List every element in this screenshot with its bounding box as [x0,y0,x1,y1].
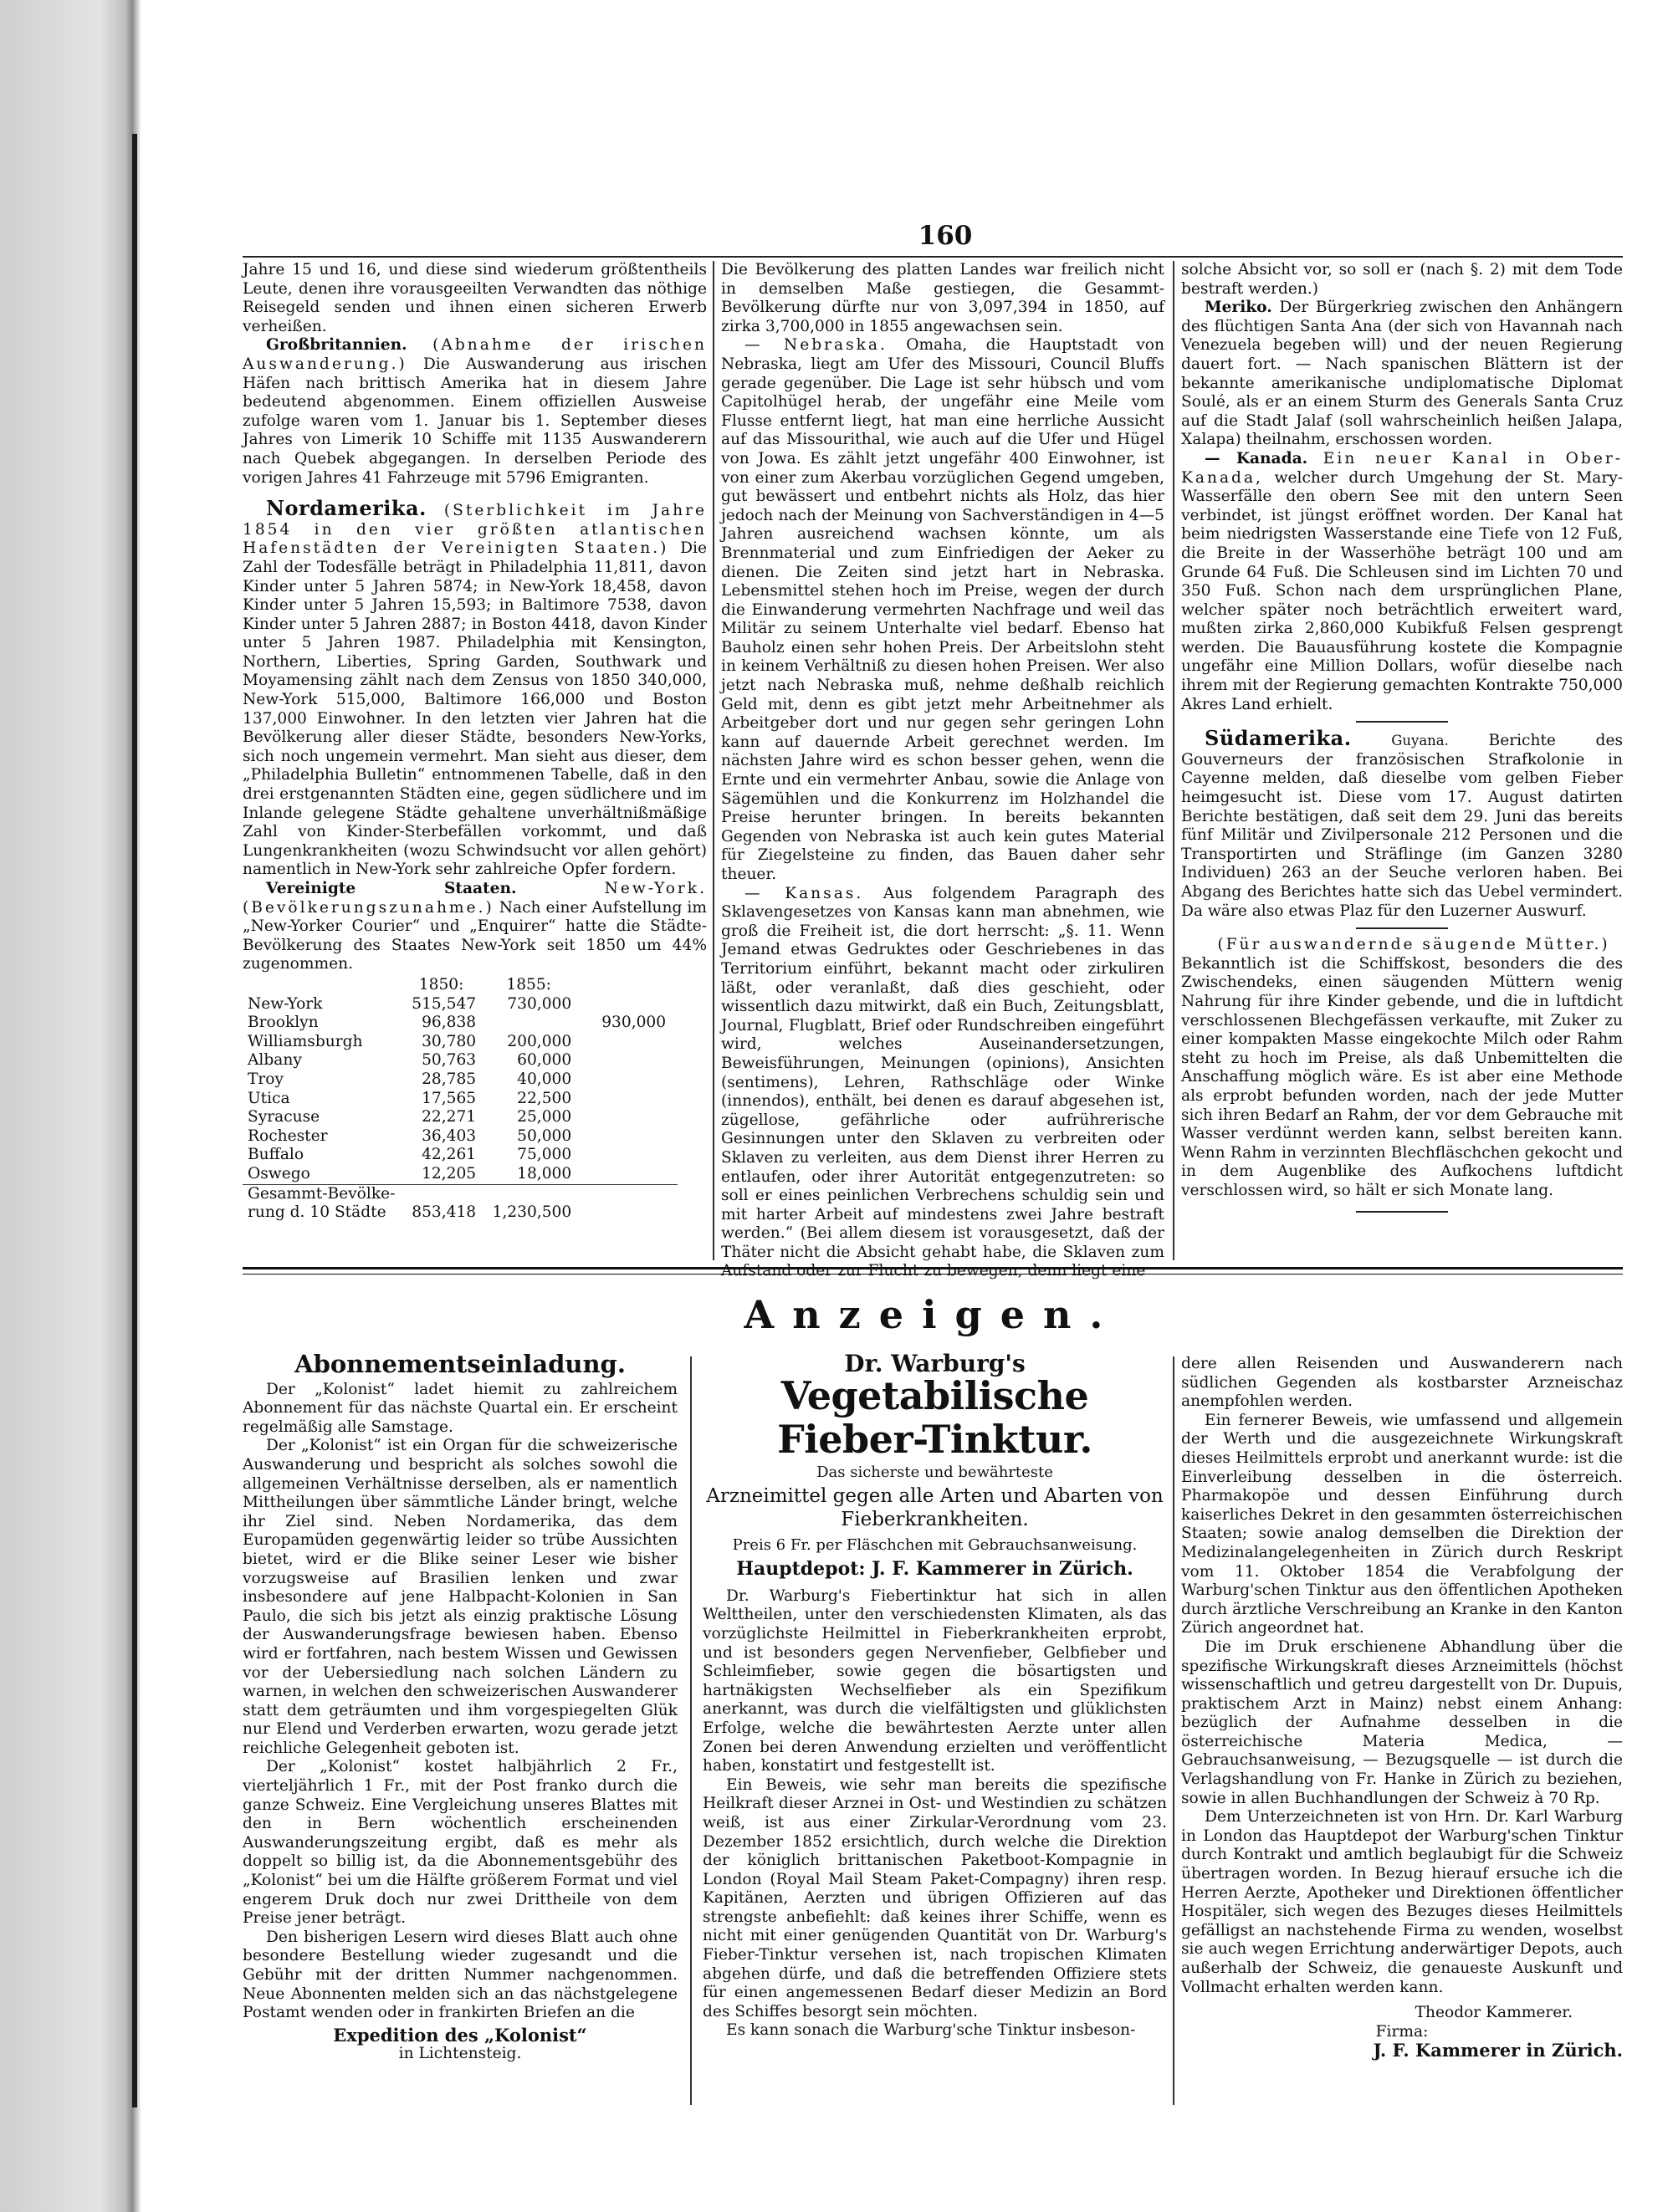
abonnement-title: Abonnementseinladung. [294,1350,626,1378]
expedition-place: in Lichtensteig. [398,2045,522,2063]
table-city: Williamsburgh [248,1032,363,1050]
table-1855: 50,000 [517,1126,572,1145]
col2-intro: Die Bevölkerung des platten Landes war freilich nicht in demselben Maße gestiegen, die Gesammt-Bevölkerung dürfte nur von 3,097,394 in 1850, auf zirka 3,700,000 in 1855 angewachsen sein. [721,261,1164,335]
warburg-sub3: Fieberkrankheiten. [841,1508,1029,1530]
section-rule [1356,721,1448,723]
signature-company: J. F. Kammerer in Zürich. [1373,2040,1623,2061]
table-row [243,1070,678,1090]
table-row [243,995,678,1014]
muetter-text: Bekanntlich ist die Schiffskost, besonders die des Zwischendeks, einen säugenden Müttern wenig Nahrung für ihre Kinder gebende, und die in luftdicht verschlossenen Blechgefässen verkaufte, mit Zuker zu einer kompakten Masse eingekochte Milch oder Rahm steht zu hoch im Preise, als daß Unbemittelten die Anschaffung möglich wäre. Es ist aber eine Methode als erprobt befunden worden, nach der jede Mutter sich ihren Bedarf an Rahm, der vor dem Gebrauche mit Wasser verdünnt werden kann, selbst bereiten kann. Wenn Rahm in verzinnten Blechfläschchen gekocht und in dem Augenblike des Aufkochens luftdicht verschlossen wird, so hält er sich Monate lang. [1181,954,1623,1199]
suedamerika-section [1181,726,1623,921]
signature-firma: Firma: [1375,2022,1429,2041]
table-city: Oswego [248,1164,310,1183]
population-table [243,976,678,1223]
abonnement-p4: Den bisherigen Lesern wird dieses Blatt auch ohne besondere Bestellung wieder zugesandt und die Gebühr mit der dritten Nummer nachgenommen. Neue Abonnenten melden sich an das nächstgelegene Postamt wenden oder in frankirten Briefen an die [243,1928,678,2022]
header-rule [243,256,1623,258]
table-total-row [243,1203,678,1223]
muetter-heading: (Für auswandernde säugende Mütter.) [1217,936,1610,954]
mexico-section [1181,299,1623,450]
section-rule [1356,927,1448,929]
abonnement-p3: Der „Kolonist“ kostet halbjährlich 2 Fr., vierteljährlich 1 Fr., mit der Post franko durch die ganze Schweiz. Eine Vergleichung unseres Blattes mit den in Bern wöchentlich erscheinenden Auswanderungszeitung ergibt, daß es mehr als doppelt so billig ist, da die Abonnementsgebühr des „Kolonist“ bei um die Hälfte größerem Format und viel engerem Druk doch nur zwei Drittheile von dem Preise jener beträgt. [243,1758,678,1928]
table-1850: 12,205 [422,1164,477,1183]
mexico-text: Der Bürgerkrieg zwischen den Anhängern des flüchtigen Santa Ana (der sich von Havannah nach Venezuela begeben will) und der neuen Regierung dauert fort. — Nach spanischen Blättern ist der bekannte amerikanische undiplomatische Diplomat Soulé, als er an einem Sturm des Generals Santa Cruz auf die Stadt Jalaf (soll wahrscheinlich heißen Jalapa, Xalapa) theilnahm, erschossen worden. [1181,299,1623,449]
table-total-1850: 853,418 [412,1203,477,1222]
warburg-cont-p0: dere allen Reisenden und Auswanderern nach südlichen Gegenden als kostbarster Arzneischaz anempfohlen werden. [1181,1355,1623,1411]
table-1855: 18,000 [517,1164,572,1183]
ad-warburg-continued [1181,1355,1623,2061]
table-1850: 50,763 [422,1051,477,1070]
kansas-text: Aus folgendem Paragraph des Sklavengesetzes von Kansas kann man abnehmen, wie groß die Freiheit ist, die dort herrscht: „§. 11. Wenn Jemand etwas Gedruktes oder Geschriebenes in das Territorium einführt, bekannt macht oder zirkuliren läßt, oder veranlaßt, daß dies geschieht, oder wissentlich dazu mitwirkt, daß ein Buch, Zeitungsblatt, Journal, Flugblatt, Brief oder Rundschreiben eingeführt wird, welches Auseinandersetzungen, Beweisführungen, Meinungen (opinions), Ansichten (sentimens), Lehren, Rathschläge oder Winke (innendos), enthält, bei denen es darauf abgesehen ist, zügellose, gefährliche oder aufrührerische Gesinnungen unter den Sklaven zu verbreiten oder Sklaven zu verleiten, aus dem Dienst ihrer Herren zu entlaufen, oder ihrer Autorität entgegenzutreten: so soll er eines peinlichen Verbrechens schuldig sein und mit harter Arbeit auf mindestens zwei Jahre bestraft werden.“ (Bei allem diesem ist vorausgesetzt, daß der Thäter nicht die Absicht gehabt habe, die Sklaven zum Aufstand oder zur Flucht zu bewegen, denn liegt eine [721,884,1164,1280]
page-number: 160 [918,221,973,251]
anzeigen-title: Anzeigen. [744,1292,1122,1337]
ad-divider-1 [690,1356,692,2105]
table-city: Syracuse [248,1108,320,1126]
warburg-p3: Es kann sonach die Warburg'sche Tinktur insbeson- [726,2021,1136,2040]
table-1850: 96,838 [422,1014,477,1032]
table-row [243,1165,678,1184]
col1-intro: Jahre 15 und 16, und diese sind wiederum größtentheils Leute, denen ihre vorausgeeilten Verwandten das nöthige Reisegeld senden und ihnen einen sicheren Erwerb verheißen. [243,261,707,335]
table-1850: 30,780 [422,1032,477,1050]
table-row [243,1108,678,1127]
newspaper-page [243,209,1623,2107]
gb-section [243,336,707,488]
gb-heading: Großbritannien. [266,336,407,355]
brace-total: 930,000 [601,1014,667,1032]
table-header-1855: 1855: [506,975,551,994]
table-1855: 25,000 [517,1108,572,1126]
kanada-heading: — Kanada. [1205,449,1308,467]
table-1850: 515,547 [412,994,477,1013]
guyana-heading: Guyana. [1391,733,1449,749]
table-1850: 36,403 [422,1126,477,1145]
nebraska-section [721,336,1164,884]
ad-abonnement [243,1350,678,2064]
table-total-1855: 1,230,500 [492,1203,572,1222]
book-gutter [0,0,141,2212]
abonnement-p1: Der „Kolonist“ ladet hiemit zu zahlreichem Abonnement für das nächste Quartal ein. Er erscheint regelmäßig alle Samstage. [243,1380,678,1436]
gutter-line [132,134,137,2107]
table-1855: 75,000 [517,1146,572,1164]
kansas-heading: — Kansas. [744,884,864,902]
na-subheading: (Sterblichkeit im Jahre 1854 in den vier größten atlantischen Hafenstädten der Vereinigten Staaten.) [243,502,707,558]
expedition-line: Expedition des „Kolonist“ [333,2024,587,2046]
table-total-label-row [243,1184,678,1203]
nebraska-text: Omaha, die Hauptstadt von Nebraska, liegt am Ufer des Missouri, Council Bluffs gerade gegenüber. Die Lage ist sehr hübsch und vom Capitolhügel herab, der ungefähr eine Meile vom Flusse entfernt liegt, hat man eine herrliche Aussicht auf das Missourithal, wie auch auf die Ufer und Hügel von Jowa. Es zählt jetzt ungefähr 400 Einwohner, ist von einer zum Akerbau vorzüglichen Gegend umgeben, gut bewässert und entbehrt nichts als Holz, das hier jedoch nach der Meinung von Sachverständigen in 4—5 Jahren ausreichend wachsen könnte, um als Brennmaterial und zum Einfriedigen der Aeker zu dienen. Die Zeiten sind jetzt hart in Nebraska. Lebensmittel stehen hoch im Preise, wegen der durch die Einwanderung vermehrten Nachfrage und weil das Militär zu seinem Unterhalte viel bedarf. Ebenso hat Bauholz einen sehr hohen Preis. Der Arbeitslohn steht in keinem Verhältniß zu diesen hohen Preisen. Wer also jetzt nach Nebraska muß, nehme deßhalb reichlich Geld mit, denn es gibt jetzt mehr Arbeitnehmer als Arbeitgeber dort und nur gegen sehr geringen Lohn kann auf dauernde Arbeit gerechnet werden. Im nächsten Jahre wird es schon besser gehen, wenn die Ernte und ein vermehrter Anbau, sowie die Anlage von Sägemühlen und die Konkurrenz im Holzhandel die Preise herunter bringen. In bereits bekannten Gegenden von Nebraska ist auch kein gutes Material für Ziegelsteine zu finden, das Bauen daher sehr theuer. [721,336,1164,883]
table-1850: 42,261 [422,1146,477,1164]
table-city: Albany [248,1051,302,1070]
column-1 [243,261,707,1223]
table-1855: 22,500 [517,1089,572,1107]
table-city: New-York [248,994,323,1013]
warburg-title: Vegetabilische Fieber-Tinktur. [777,1372,1092,1462]
nebraska-heading: — Nebraska. [744,336,888,355]
column-2 [721,261,1164,1281]
gb-text: Die Auswanderung aus irischen Häfen nach brittisch Amerika hat in diesem Jahre bedeutend abgenommen. Einem offiziellen Ausweise zufolge waren vom 1. Januar bis 1. September dieses Jahres von Limerik 10 Schiffe mit 1135 Auswanderern nach Quebek abgegangen. In derselben Periode des vorigen Jahres 41 Fahrzeuge mit 5796 Emigranten. [243,355,707,487]
table-row [243,1051,678,1070]
suedamerika-text: Berichte des Gouverneurs der französischen Strafkolonie in Cayenne melden, daß dieselbe vom gelben Fieber heimgesucht ist. Diese vom 17. August datirten Berichte bestätigen, daß seit dem 29. Juni das bereits fünf Militär und Zivilpersonale 212 Personen und die Transportirten und Sträflinge (im Ganzen 3280 Individuen) 263 an der Seuche verloren haben. Bei Abgang des Berichtes hatte sich das Uebel vermindert. Da wäre also etwas Plaz für den Luzerner Auswurf. [1181,732,1623,920]
col3-intro: solche Absicht vor, so soll er (nach §. 2) mit dem Tode bestraft werden.) [1181,261,1623,298]
kanada-subheading: Ein neuer Kanal in Ober-Kanada, [1181,449,1623,487]
vs-subheading: New-York. (Bevölkerungszunahme.) [243,880,707,917]
table-row [243,1127,678,1147]
table-total-label2: rung d. 10 Städte [248,1203,386,1222]
table-1855 [481,1014,576,1033]
warburg-cont-p1: Ein fernerer Beweis, wie umfassend und allgemein der Werth und die ausgezeichnete Wirkungskraft dieses Heilmittels erprobt und anerkannt wurde: ist die Einverleibung desselben in die österreich. Pharmakopöe und dessen Einführung durch kaiserliches Dekret in den gesammten österreichischen Staaten; sowie analog demselben die Direktion der Medizinalangelegenheiten in Zürich durch Reskript vom 11. Oktober 1854 die Verabfolgung der Warburg'schen Tinktur aus den öffentlichen Apotheken durch ärztliche Verschreibung an Kranke in den Kanton Zürich angeordnet hat. [1181,1411,1623,1637]
kanada-text: welcher durch Umgehung der St. Mary-Wasserfälle den obern See mit den untern Seen verbindet, ist jüngst eröffnet worden. Der Kanal hat beim niedrigsten Wasserstande eine Tiefe von 12 Fuß, die Breite in der Wasserhöhe beträgt 100 und am Grunde 64 Fuß. Die Schleusen sind im Lichten 70 und 350 Fuß. Schon nach dem ursprünglichen Plane, welcher später noch beträchtlich erweitert ward, mußten zirka 2,860,000 Kubikfuß Felsen gesprengt werden. Die Bauausführung kostete die Kompagnie ungefähr eine Million Dollars, wofür dieselbe nach ihrem mit der Regierung gemachten Kontrakte 750,000 Akres Land erhielt. [1181,468,1623,713]
column-3 [1181,261,1623,1219]
table-city: Brooklyn [248,1014,319,1032]
column-divider-1 [713,261,714,1260]
kanada-section [1181,450,1623,714]
vs-section [243,880,707,974]
table-total-label1: Gesammt-Bevölke- [243,1184,678,1203]
warburg-price: Preis 6 Fr. per Fläschchen mit Gebrauchsanweisung. [732,1535,1138,1554]
table-city: Rochester [248,1126,328,1145]
warburg-sub1: Das sicherste und bewährteste [816,1463,1053,1481]
table-1855: 40,000 [517,1070,572,1088]
muetter-section [1181,936,1623,1200]
vs-text: Nach einer Aufstellung im „New-Yorker Courier“ und „Enquirer“ hatte die Städte-Bevölkerung des Staates New-York seit 1850 um 44% zugenommen. [243,898,708,973]
warburg-depot: Hauptdepot: J. F. Kammerer in Zürich. [736,1558,1133,1581]
table-header-1850: 1850: [418,975,464,994]
kansas-section [721,885,1164,1281]
column-divider-2 [1173,261,1174,1260]
ad-warburg [703,1350,1167,2041]
anzeigen-divider [243,1267,1623,1275]
table-header-row [243,976,678,995]
warburg-p2: Ein Beweis, wie sehr man bereits die spezifische Heilkraft dieser Arznei in Ost- und Westindien zu schätzen weiß, ist aus einer Zirkular-Verordnung vom 23. Dezember 1852 ersichtlich, durch welche die Direktion der königlich brittanischen Paketboot-Kompagnie in London (Royal Mail Steam Paket-Compagny) ihren resp. Kapitänen, Aerzten und übrigen Offizieren auf das strengste anbefiehlt: daß keines ihrer Schiffe, wenn es nicht mit einer genügenden Quantität von Dr. Warburg's Fieber-Tinktur versehen ist, nach tropischen Klimaten abgehen dürfe, und daß die betreffenden Offiziere stets für einen angemessenen Bedarf dieser Medizin an Bord des Schiffes besorgt sein möchten. [703,1775,1167,2020]
table-1850: 28,785 [422,1070,477,1088]
table-city: Utica [248,1089,290,1107]
ad-divider-2 [1173,1356,1174,2105]
na-text: Die Zahl der Todesfälle beträgt in Philadelphia 11,811, davon Kinder unter 5 Jahren 5874; in New-York 18,458, davon Kinder unter 5 Jahren 15,593; in Baltimore 7538, davon Kinder unter 5 Jahren 2887; in Boston 4418, davon Kinder unter 5 Jahren 1987. Philadelphia mit Kensington, Northern, Liberties, Spring Garden, Southwark und Moyamensing zählt nach dem Zensus von 1850 340,000, New-York 515,000, Baltimore 166,000 und Boston 137,000 Einwohner. In den letzten vier Jahren hat die Bevölkerung aller dieser Städte, besonders New-Yorks, sich noch ungemein vermehrt. Man sieht aus dieser, dem „Philadelphia Bulletin“ entnommenen Tabelle, daß in den drei erstgenannten Städten eine, gegen südlichere und im Inlande gelegene Städte gehaltene unverhältnißmäßige Zahl von Kinder-Sterbefällen vorkommt, und daß Lungenkrankheiten (wozu Schwindsucht vor allen gehört) namentlich in New-York sehr zahlreiche Opfer fordern. [243,539,707,879]
table-1850: 22,271 [422,1108,477,1126]
table-1855: 60,000 [517,1051,572,1070]
table-row [243,1090,678,1109]
warburg-cont-p3: Dem Unterzeichneten ist von Hrn. Dr. Karl Warburg in London das Hauptdepot der Warburg'schen Tinktur durch Kontrakt und amtlich beglaubigt für die Schweiz übertragen worden. In Bezug hierauf ersuche ich die Herren Aerzte, Apotheker und Direktionen öffentlicher Hospitäler, sich wegen des Bezuges dieses Heilmittels gefälligst an nachstehende Firma zu wenden, woselbst sie auch wegen Errichtung anderwärtiger Depots, auch außerhalb der Schweiz, die genaueste Auskunft und Vollmacht erhalten werden kann. [1181,1808,1623,1996]
warburg-cont-p2: Die im Druk erschienene Abhandlung über die spezifische Wirkungskraft dieses Arzneimittels (höchst wissenschaftlich und getreu dargestellt von Dr. Dupuis, praktischem Arzt in Mainz) nebst einem Anhang: bezüglich der Aufnahme desselben in die österreichische Materia Medica, — Gebrauchsanweisung, — Bezugsquelle — ist durch die Verlagshandlung von Fr. Hanke in Zürich zu beziehen, sowie in allen Buchhandlungen der Schweiz à 70 Rp. [1181,1637,1623,1807]
gb-subheading: (Abnahme der irischen Auswanderung.) [243,336,707,373]
section-rule [1356,1211,1448,1213]
table-city: Buffalo [248,1146,304,1164]
vs-heading: Vereinigte Staaten. [266,880,517,897]
table-city: Troy [248,1070,284,1088]
suedamerika-heading: Südamerika. [1205,726,1352,751]
population-table-wrap [243,976,707,1223]
table-1855: 730,000 [507,994,572,1013]
table-1855: 200,000 [507,1032,572,1050]
na-section [243,496,707,880]
mexico-heading: Meriko. [1205,299,1272,317]
table-row [243,1146,678,1165]
warburg-dr: Dr. Warburg's [844,1350,1026,1377]
abonnement-p2: Der „Kolonist“ ist ein Organ für die schweizerische Auswanderung und bespricht als solches sowohl die allgemeinen Verhältnisse derselben, als er namentlich Mittheilungen über sämmtliche Länder bringt, welche ihr Ziel sind. Neben Nordamerika, das dem Europamüden gegenwärtig leider so trübe Aussichten bietet, wird er die Blike seiner Leser wie bisher vorzugsweise auf Brasilien lenken und zwar insbesondere auf jene Halbpacht-Kolonien in San Paulo, die sich bis jetzt als einzig praktische Lösung der Auswanderungsfrage bewiesen haben. Ebenso wird er fortfahren, nach bestem Wissen und Gewissen vor der Uebersiedlung nach solchen Ländern zu warnen, in welchen den schweizerischen Auswanderer statt dem geträumten und ihm vorgespiegelten Glük nur Elend und Verderben erwarten, wozu gerade jetzt reichliche Gelegenheit geboten ist. [243,1437,678,1757]
signature-name: Theodor Kammerer. [1415,2004,1573,2022]
na-heading: Nordamerika. [266,496,427,521]
warburg-sub2: Arzneimittel gegen alle Arten und Abarten von [706,1484,1164,1507]
warburg-p1: Dr. Warburg's Fiebertinktur hat sich in allen Welttheilen, unter den verschiedensten Klimaten, als das vorzüglichste Heilmittel in Fieberkrankheiten erprobt, und ist besonders gegen Nervenfieber, Gelbfieber und Schleimfieber, sowie gegen die bösartigsten und hartnäkigsten Wechselfieber als ein Spezifikum anerkannt, was durch die vielfältigsten und glüklichsten Erfolge, welche die bewährtesten Aerzte unter allen Zonen bei deren Anwendung erzielten und veröffentlicht haben, konstatirt und festgestellt ist. [703,1586,1167,1775]
table-1850: 17,565 [422,1089,477,1107]
